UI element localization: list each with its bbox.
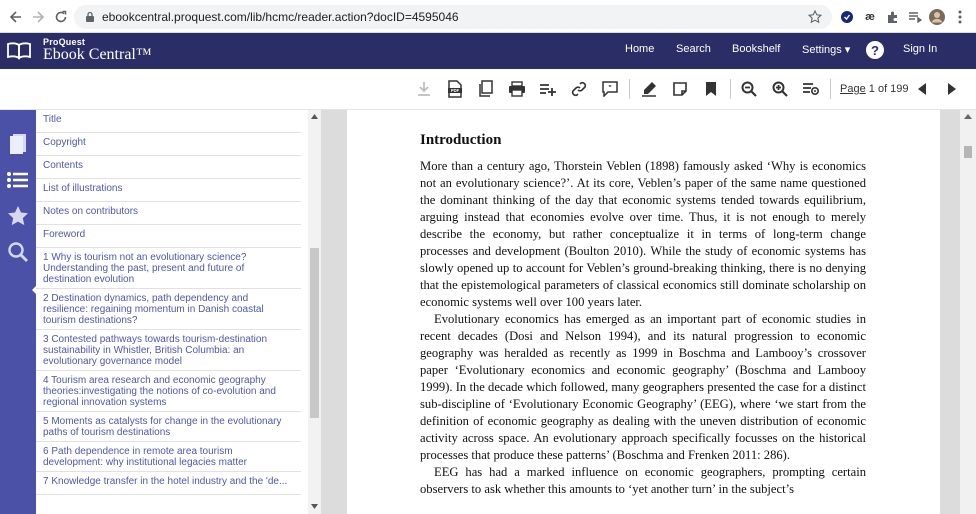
- bookmark-icon[interactable]: [701, 79, 721, 99]
- toc-item[interactable]: List of illustrations: [36, 179, 301, 202]
- toc-scrollbar[interactable]: [308, 110, 321, 514]
- arrow-left-icon: [916, 82, 928, 96]
- nav-search[interactable]: Search: [676, 43, 711, 55]
- page-indicator: [840, 83, 909, 95]
- toc-item[interactable]: 5 Moments as catalysts for change in the evolutionary paths of tourism destinations: [36, 412, 301, 442]
- nav-settings[interactable]: Settings ▾: [802, 44, 851, 56]
- cite-icon[interactable]: [600, 79, 620, 99]
- toc-item[interactable]: Copyright: [36, 133, 301, 156]
- forward-button[interactable]: [28, 7, 48, 27]
- side-rail: [0, 110, 36, 514]
- svg-text:": ": [608, 85, 612, 92]
- toc-item[interactable]: Foreword: [36, 225, 301, 248]
- toolbar-separator: [629, 79, 630, 99]
- toolbar-separator: [830, 79, 831, 99]
- nav-home[interactable]: Home: [625, 43, 655, 55]
- download-icon[interactable]: [414, 79, 434, 99]
- browser-menu-icon[interactable]: [951, 8, 969, 26]
- toc-scrollbar-thumb[interactable]: [310, 248, 319, 418]
- search-in-book-icon[interactable]: [6, 240, 30, 264]
- book-page: [347, 110, 940, 514]
- svg-text:PDF: PDF: [450, 88, 460, 94]
- toc-list: [36, 110, 301, 495]
- nav-bookshelf[interactable]: Bookshelf: [732, 43, 781, 55]
- favorites-star-icon[interactable]: [6, 204, 30, 228]
- add-to-bookshelf-icon[interactable]: [538, 79, 558, 99]
- previous-page-button[interactable]: [912, 79, 932, 99]
- copy-pages-icon[interactable]: [476, 79, 496, 99]
- page-view-settings-icon[interactable]: [801, 79, 821, 99]
- url-text: ebookcentral.proquest.com/lib/hcmc/reader.action?docID=4595046: [102, 10, 459, 24]
- pdf-icon[interactable]: [445, 79, 465, 99]
- browser-toolbar: [0, 0, 976, 33]
- toc-item[interactable]: 7 Knowledge transfer in the hotel industry and the 'de...: [36, 472, 301, 495]
- brand-ebook-central[interactable]: Ebook Central™: [43, 46, 152, 63]
- toc-item[interactable]: 2 Destination dynamics, path dependency and resilience: regaining momentum in Danish coastal tourism destinations?: [36, 289, 301, 330]
- scroll-down-icon[interactable]: [311, 504, 318, 509]
- zoom-in-icon[interactable]: [770, 79, 790, 99]
- book-details-icon[interactable]: [6, 132, 30, 156]
- help-icon[interactable]: ?: [866, 41, 884, 59]
- toc-item[interactable]: Notes on contributors: [36, 202, 301, 225]
- address-bar[interactable]: [74, 5, 832, 29]
- arrow-right-icon: [946, 82, 958, 96]
- table-of-contents-panel: [36, 110, 321, 514]
- reader-scrollbar-thumb[interactable]: [964, 146, 972, 158]
- reader-toolbar: [0, 69, 976, 110]
- extension-ae-icon[interactable]: æ: [865, 11, 875, 23]
- reload-icon: [54, 10, 68, 24]
- toc-item[interactable]: 6 Path dependence in remote area tourism development: why institutional legacies matter: [36, 442, 301, 472]
- extensions-puzzle-icon[interactable]: [884, 8, 902, 26]
- page-total: of 199: [877, 83, 909, 95]
- zoom-out-icon[interactable]: [739, 79, 759, 99]
- toc-item[interactable]: 4 Tourism area research and economic geography theories:investigating the notions of co-evolution and regional innovation systems: [36, 371, 301, 412]
- profile-avatar-icon[interactable]: [928, 8, 946, 26]
- reload-button[interactable]: [51, 7, 71, 27]
- toolbar-separator: [730, 79, 731, 99]
- paragraph: More than a century ago, Thorstein Veblen (1898) famously asked ‘Why is economics not an evolutionary science?’. At its core, Veblen’s paper of the same name questioned the dominant thinking of the day that economic systems tended towards equilibrium, arguing instead that economies evolve over time. Thus, it is not enough to merely describe the economy, but rather conceptualize it in terms of long-term change processes and development (Boulton 2010). While the study of economic systems has slowly opened up to account for Veblen’s ground-breaking thinking, there is no denying that the epistemological parameters of classical economics still dominate scholarship on economic systems well over 100 years later.: [420, 159, 866, 309]
- paragraph: EEG has had a marked influence on economic geographers, prompting certain observers to ask whether this amounts to ‘yet another turn’ in the subject’s: [420, 465, 866, 496]
- scroll-up-icon[interactable]: [964, 114, 972, 119]
- reading-list-icon[interactable]: [906, 8, 924, 26]
- page-current: 1: [868, 83, 875, 95]
- highlight-icon[interactable]: [639, 79, 659, 99]
- toc-item[interactable]: Contents: [36, 156, 301, 179]
- page-text: [420, 132, 866, 498]
- paragraph: Evolutionary economics has emerged as an important part of economic studies in recent decades (Dosi and Nelson 1994), and its natural progression to economic geography was heralded as recently as 1999 in Boschma and Lambooy’s crossover paper ‘Evolutionary economics and economic geography’ (Boschma and Lambooy 1999). In the decade which followed, many geographers presented the case for a distinct sub-discipline of ‘Evolutionary Economic Geography’ (EEG), where ‘we start from the definition of economic geography as dealing with the uneven distribution of economic activity across space. An evolutionary approach specifically focusses on the historical processes that produce these patterns’ (Boschma and Frenken 2011: 286).: [420, 312, 866, 462]
- app-header: [0, 33, 976, 69]
- extension-shield-icon[interactable]: [838, 8, 856, 26]
- toc-item[interactable]: Title: [36, 110, 301, 133]
- bookmark-star-icon[interactable]: [808, 10, 822, 24]
- note-icon[interactable]: [670, 79, 690, 99]
- toc-item[interactable]: 3 Contested pathways towards tourism-destination sustainability in Whistler, British Columbia: an evolutionary governance model: [36, 330, 301, 371]
- forward-arrow-icon: [31, 10, 45, 24]
- brand-proquest: ProQuest: [43, 37, 86, 47]
- back-button[interactable]: [6, 7, 26, 27]
- nav-sign-in[interactable]: Sign In: [903, 43, 938, 55]
- page-label[interactable]: Page: [840, 83, 866, 95]
- reader-viewport: [321, 110, 976, 514]
- lock-icon: [85, 11, 95, 23]
- next-page-button[interactable]: [942, 79, 962, 99]
- scroll-up-icon[interactable]: [311, 114, 318, 119]
- get-link-icon[interactable]: [569, 79, 589, 99]
- print-icon[interactable]: [507, 79, 527, 99]
- toc-item[interactable]: 1 Why is tourism not an evolutionary science? Understanding the past, present and future of destination evolution: [36, 248, 301, 289]
- reader-scrollbar[interactable]: [960, 110, 976, 514]
- open-book-logo-icon: [6, 40, 32, 60]
- section-heading: Introduction: [420, 132, 502, 148]
- table-of-contents-icon[interactable]: [6, 168, 30, 192]
- back-arrow-icon: [9, 10, 23, 24]
